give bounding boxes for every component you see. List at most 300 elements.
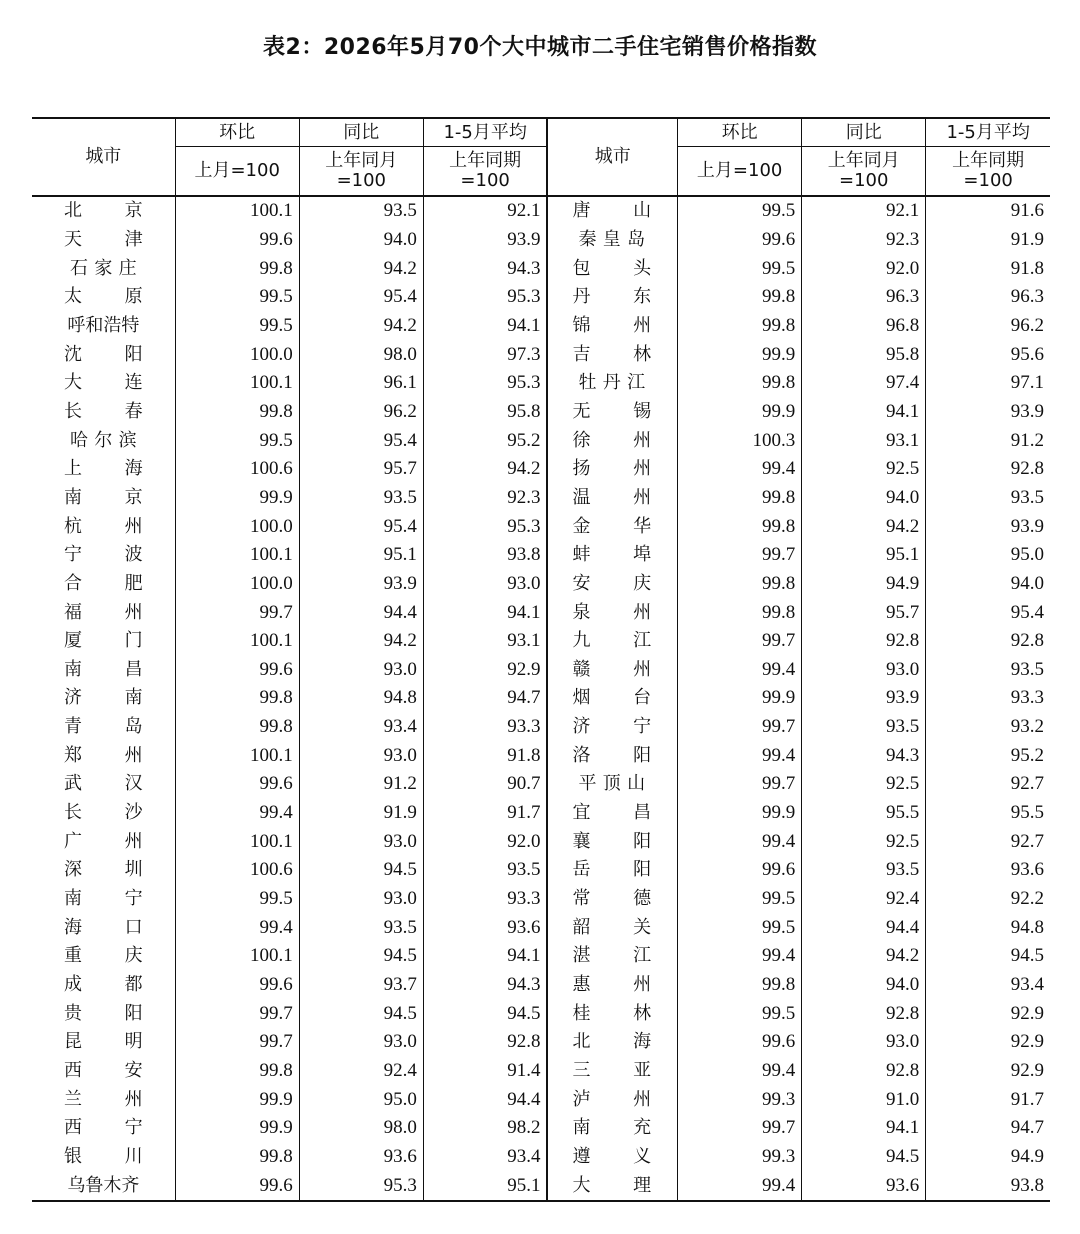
yoy-right-cell: 94.2 (802, 942, 926, 971)
city-name: 三 亚 (572, 1060, 652, 1082)
mom-left-cell: 99.8 (175, 398, 299, 427)
yoy-left-cell: 94.5 (299, 856, 423, 885)
yoy-left-cell: 96.1 (299, 369, 423, 398)
yoy-left-cell: 91.2 (299, 770, 423, 799)
table-row (32, 999, 1050, 1028)
table-row (32, 1114, 1050, 1143)
city-right-cell (547, 598, 677, 627)
avg-right-cell: 93.3 (926, 684, 1050, 713)
city-right-cell (547, 913, 677, 942)
city-name: 大 连 (64, 372, 143, 394)
mom-left-cell: 99.7 (175, 999, 299, 1028)
mom-right-cell: 99.4 (678, 455, 802, 484)
city-right-cell (547, 283, 677, 312)
avg-right-cell: 95.5 (926, 799, 1050, 828)
city-name: 南 京 (64, 486, 143, 508)
city-name: 杭 州 (64, 515, 143, 537)
table-row (32, 885, 1050, 914)
avg-left-cell: 95.2 (423, 426, 547, 455)
yoy-left-cell: 94.8 (299, 684, 423, 713)
avg-left-cell: 92.9 (423, 656, 547, 685)
yoy-left-cell: 95.4 (299, 426, 423, 455)
avg-right-cell: 94.5 (926, 942, 1050, 971)
city-left-cell (32, 1028, 175, 1057)
table-row (32, 455, 1050, 484)
city-right-cell (547, 799, 677, 828)
city-name: 西 安 (64, 1060, 143, 1082)
mom-left-cell: 99.6 (175, 971, 299, 1000)
table-row (32, 369, 1050, 398)
city-name: 呼 和 浩 特 (67, 314, 140, 336)
yoy-left-cell: 93.5 (299, 484, 423, 513)
avg-header-right: 1-5月平均 (926, 118, 1050, 147)
avg-left-cell: 94.4 (423, 1085, 547, 1114)
city-left-cell (32, 999, 175, 1028)
city-name: 无 锡 (572, 400, 652, 422)
city-left-cell (32, 942, 175, 971)
yoy-right-cell: 94.9 (802, 570, 926, 599)
table-row (32, 1057, 1050, 1086)
avg-right-cell: 94.0 (926, 570, 1050, 599)
avg-right-cell: 91.9 (926, 226, 1050, 255)
city-left-cell (32, 627, 175, 656)
yoy-right-cell: 92.5 (802, 827, 926, 856)
table-row (32, 942, 1050, 971)
yoy-right-cell: 92.1 (802, 196, 926, 226)
city-name: 广 州 (64, 830, 143, 852)
avg-right-cell: 96.2 (926, 312, 1050, 341)
avg-left-cell: 92.1 (423, 196, 547, 226)
avg-right-cell: 95.2 (926, 741, 1050, 770)
mom-right-cell: 99.8 (678, 512, 802, 541)
yoy-right-cell: 96.8 (802, 312, 926, 341)
mom-right-cell: 99.6 (678, 226, 802, 255)
yoy-left-cell: 94.2 (299, 312, 423, 341)
avg-right-cell: 94.7 (926, 1114, 1050, 1143)
mom-right-cell: 99.7 (678, 627, 802, 656)
yoy-left-cell: 95.4 (299, 512, 423, 541)
mom-left-cell: 99.8 (175, 1143, 299, 1172)
city-left-cell (32, 1171, 175, 1201)
city-name: 长 沙 (64, 802, 143, 824)
city-name: 成 都 (64, 974, 143, 996)
avg-right-cell: 94.8 (926, 913, 1050, 942)
yoy-right-cell: 93.0 (802, 656, 926, 685)
table-row (32, 656, 1050, 685)
city-name: 平 顶 山 (578, 773, 646, 795)
mom-right-cell: 99.5 (678, 913, 802, 942)
city-name: 青 岛 (64, 716, 143, 738)
yoy-left-cell: 94.5 (299, 999, 423, 1028)
city-left-cell (32, 656, 175, 685)
city-name: 天 津 (64, 228, 143, 250)
city-name: 济 宁 (572, 716, 652, 738)
mom-right-cell: 99.8 (678, 369, 802, 398)
city-name: 北 京 (64, 200, 143, 222)
city-name: 厦 门 (64, 630, 143, 652)
mom-left-cell: 99.5 (175, 426, 299, 455)
city-name: 岳 阳 (572, 859, 652, 881)
yoy-left-cell: 95.4 (299, 283, 423, 312)
city-name: 西 宁 (64, 1117, 143, 1139)
mom-left-cell: 100.1 (175, 541, 299, 570)
yoy-right-cell: 96.3 (802, 283, 926, 312)
mom-left-cell: 100.0 (175, 340, 299, 369)
yoy-left-cell: 98.0 (299, 340, 423, 369)
avg-left-cell: 93.0 (423, 570, 547, 599)
table-title: 表2：2026年5月70个大中城市二手住宅销售价格指数 (263, 35, 817, 60)
yoy-right-cell: 95.5 (802, 799, 926, 828)
city-name: 深 圳 (64, 859, 143, 881)
avg-left-cell: 94.2 (423, 455, 547, 484)
mom-right-cell: 99.3 (678, 1085, 802, 1114)
yoy-right-cell: 92.8 (802, 1057, 926, 1086)
mom-left-cell: 100.1 (175, 627, 299, 656)
mom-right-cell: 100.3 (678, 426, 802, 455)
table-row (32, 799, 1050, 828)
city-right-cell (547, 254, 677, 283)
city-name: 牡 丹 江 (578, 372, 646, 394)
yoy-left-cell: 95.7 (299, 455, 423, 484)
table-row (32, 283, 1050, 312)
yoy-left-cell: 94.4 (299, 598, 423, 627)
city-name: 湛 江 (572, 945, 652, 967)
mom-left-cell: 99.8 (175, 254, 299, 283)
city-left-cell (32, 1085, 175, 1114)
yoy-left-cell: 93.0 (299, 656, 423, 685)
city-name: 上 海 (64, 458, 143, 480)
mom-left-cell: 99.4 (175, 799, 299, 828)
city-right-cell (547, 484, 677, 513)
mom-left-cell: 99.5 (175, 885, 299, 914)
table-row (32, 856, 1050, 885)
avg-left-cell: 95.1 (423, 1171, 547, 1201)
city-right-cell (547, 1171, 677, 1201)
avg-right-cell: 97.1 (926, 369, 1050, 398)
table-row (32, 226, 1050, 255)
avg-right-cell: 92.7 (926, 770, 1050, 799)
yoy-left-cell: 98.0 (299, 1114, 423, 1143)
avg-left-cell: 94.5 (423, 999, 547, 1028)
avg-left-cell: 93.1 (423, 627, 547, 656)
mom-right-cell: 99.8 (678, 971, 802, 1000)
avg-left-cell: 94.1 (423, 942, 547, 971)
mom-left-cell: 99.9 (175, 1114, 299, 1143)
city-right-cell (547, 627, 677, 656)
yoy-right-cell: 92.5 (802, 770, 926, 799)
yoy-left-cell: 93.0 (299, 1028, 423, 1057)
table-row (32, 770, 1050, 799)
mom-header-left: 环比 (175, 118, 299, 147)
city-name: 兰 州 (64, 1088, 143, 1110)
avg-left-cell: 98.2 (423, 1114, 547, 1143)
city-name: 重 庆 (64, 945, 143, 967)
city-name: 洛 阳 (572, 744, 652, 766)
city-name: 合 肥 (64, 572, 143, 594)
city-right-cell (547, 999, 677, 1028)
mom-left-cell: 100.6 (175, 856, 299, 885)
avg-left-cell: 97.3 (423, 340, 547, 369)
yoy-left-cell: 95.3 (299, 1171, 423, 1201)
city-name: 秦 皇 岛 (578, 228, 646, 250)
avg-right-cell: 91.7 (926, 1085, 1050, 1114)
yoy-left-cell: 93.0 (299, 827, 423, 856)
avg-right-cell: 92.7 (926, 827, 1050, 856)
city-right-cell (547, 369, 677, 398)
table-row (32, 827, 1050, 856)
mom-left-cell: 99.5 (175, 283, 299, 312)
mom-right-cell: 99.6 (678, 1028, 802, 1057)
city-name: 丹 东 (572, 286, 652, 308)
mom-left-cell: 100.6 (175, 455, 299, 484)
table-row (32, 340, 1050, 369)
city-left-cell (32, 827, 175, 856)
city-right-cell (547, 741, 677, 770)
yoy-right-cell: 93.0 (802, 1028, 926, 1057)
yoy-left-cell: 93.0 (299, 741, 423, 770)
yoy-right-cell: 94.0 (802, 484, 926, 513)
mom-right-cell: 99.4 (678, 1057, 802, 1086)
yoy-right-cell: 93.6 (802, 1171, 926, 1201)
city-name: 赣 州 (572, 658, 652, 680)
city-right-cell (547, 1057, 677, 1086)
mom-left-cell: 99.7 (175, 598, 299, 627)
mom-left-cell: 100.0 (175, 570, 299, 599)
city-left-cell (32, 283, 175, 312)
city-right-cell (547, 971, 677, 1000)
yoy-left-cell: 94.5 (299, 942, 423, 971)
yoy-left-cell: 93.0 (299, 885, 423, 914)
avg-right-cell: 95.0 (926, 541, 1050, 570)
city-name: 济 南 (64, 687, 143, 709)
table-row (32, 512, 1050, 541)
avg-header-left: 1-5月平均 (423, 118, 547, 147)
yoy-right-cell: 92.4 (802, 885, 926, 914)
avg-base-left: 上年同期 =100 (423, 147, 547, 197)
city-left-cell (32, 570, 175, 599)
table-row (32, 741, 1050, 770)
avg-right-cell: 95.4 (926, 598, 1050, 627)
city-name: 郑 州 (64, 744, 143, 766)
mom-right-cell: 99.8 (678, 484, 802, 513)
city-header-left: 城市 (32, 118, 175, 196)
city-name: 哈 尔 滨 (70, 429, 137, 451)
yoy-right-cell: 94.1 (802, 398, 926, 427)
table-row (32, 971, 1050, 1000)
avg-left-cell: 93.9 (423, 226, 547, 255)
city-name: 大 理 (572, 1174, 652, 1196)
avg-right-cell: 96.3 (926, 283, 1050, 312)
mom-base-right: 上月=100 (678, 147, 802, 197)
mom-left-cell: 99.8 (175, 1057, 299, 1086)
city-name: 锦 州 (572, 314, 652, 336)
city-left-cell (32, 598, 175, 627)
city-right-cell (547, 827, 677, 856)
price-index-table (32, 117, 1050, 1202)
city-name: 泸 州 (572, 1088, 652, 1110)
city-name: 韶 关 (572, 916, 652, 938)
mom-left-cell: 99.6 (175, 770, 299, 799)
avg-right-cell: 93.5 (926, 656, 1050, 685)
yoy-base-right: 上年同月 =100 (802, 147, 926, 197)
avg-left-cell: 93.6 (423, 913, 547, 942)
city-left-cell (32, 1057, 175, 1086)
city-name: 桂 林 (572, 1002, 652, 1024)
avg-base-right: 上年同期 =100 (926, 147, 1050, 197)
yoy-right-cell: 92.0 (802, 254, 926, 283)
mom-right-cell: 99.3 (678, 1143, 802, 1172)
city-left-cell (32, 1143, 175, 1172)
city-right-cell (547, 512, 677, 541)
mom-left-cell: 99.6 (175, 656, 299, 685)
city-name: 石 家 庄 (70, 257, 137, 279)
mom-base-left: 上月=100 (175, 147, 299, 197)
city-name: 九 江 (572, 630, 652, 652)
city-left-cell (32, 369, 175, 398)
mom-left-cell: 100.1 (175, 369, 299, 398)
mom-left-cell: 99.7 (175, 1028, 299, 1057)
city-name: 徐 州 (572, 429, 652, 451)
mom-left-cell: 99.4 (175, 913, 299, 942)
yoy-left-cell: 95.1 (299, 541, 423, 570)
city-name: 常 德 (572, 888, 652, 910)
city-right-cell (547, 856, 677, 885)
yoy-left-cell: 93.7 (299, 971, 423, 1000)
yoy-left-cell: 93.4 (299, 713, 423, 742)
table-row (32, 627, 1050, 656)
yoy-left-cell: 94.0 (299, 226, 423, 255)
mom-right-cell: 99.7 (678, 770, 802, 799)
yoy-right-cell: 94.0 (802, 971, 926, 1000)
city-right-cell (547, 1143, 677, 1172)
avg-right-cell: 92.8 (926, 627, 1050, 656)
city-name: 乌 鲁 木 齐 (67, 1174, 140, 1196)
table-row (32, 1085, 1050, 1114)
mom-right-cell: 99.8 (678, 598, 802, 627)
yoy-right-cell: 93.5 (802, 856, 926, 885)
city-name: 宜 昌 (572, 802, 652, 824)
mom-left-cell: 100.1 (175, 942, 299, 971)
city-name: 南 宁 (64, 888, 143, 910)
table-row (32, 684, 1050, 713)
city-header-right: 城市 (547, 118, 677, 196)
yoy-left-cell: 92.4 (299, 1057, 423, 1086)
city-name: 襄 阳 (572, 830, 652, 852)
table-row (32, 713, 1050, 742)
city-right-cell (547, 455, 677, 484)
avg-left-cell: 93.3 (423, 713, 547, 742)
mom-left-cell: 100.1 (175, 196, 299, 226)
yoy-right-cell: 93.1 (802, 426, 926, 455)
city-name: 温 州 (572, 486, 652, 508)
yoy-right-cell: 97.4 (802, 369, 926, 398)
mom-left-cell: 100.1 (175, 741, 299, 770)
mom-left-cell: 100.1 (175, 827, 299, 856)
mom-right-cell: 99.9 (678, 398, 802, 427)
yoy-right-cell: 92.8 (802, 999, 926, 1028)
yoy-left-cell: 91.9 (299, 799, 423, 828)
table-row (32, 541, 1050, 570)
avg-right-cell: 92.2 (926, 885, 1050, 914)
mom-right-cell: 99.9 (678, 799, 802, 828)
city-left-cell (32, 426, 175, 455)
city-left-cell (32, 913, 175, 942)
mom-right-cell: 99.8 (678, 570, 802, 599)
yoy-left-cell: 93.5 (299, 196, 423, 226)
yoy-right-cell: 92.3 (802, 226, 926, 255)
yoy-header-left: 同比 (299, 118, 423, 147)
yoy-right-cell: 94.2 (802, 512, 926, 541)
yoy-right-cell: 93.5 (802, 713, 926, 742)
mom-right-cell: 99.4 (678, 656, 802, 685)
mom-left-cell: 99.5 (175, 312, 299, 341)
table-row (32, 312, 1050, 341)
avg-right-cell: 93.8 (926, 1171, 1050, 1201)
yoy-left-cell: 95.0 (299, 1085, 423, 1114)
mom-left-cell: 99.9 (175, 1085, 299, 1114)
mom-right-cell: 99.5 (678, 885, 802, 914)
city-left-cell (32, 713, 175, 742)
city-left-cell (32, 455, 175, 484)
yoy-left-cell: 93.6 (299, 1143, 423, 1172)
table-row (32, 570, 1050, 599)
mom-right-cell: 99.6 (678, 856, 802, 885)
avg-left-cell: 95.3 (423, 512, 547, 541)
mom-right-cell: 99.7 (678, 1114, 802, 1143)
city-right-cell (547, 226, 677, 255)
yoy-base-left: 上年同月 =100 (299, 147, 423, 197)
avg-right-cell: 93.5 (926, 484, 1050, 513)
city-name: 贵 阳 (64, 1002, 143, 1024)
city-left-cell (32, 741, 175, 770)
city-right-cell (547, 1085, 677, 1114)
avg-right-cell: 95.6 (926, 340, 1050, 369)
avg-right-cell: 93.6 (926, 856, 1050, 885)
table-row (32, 1143, 1050, 1172)
avg-left-cell: 95.3 (423, 283, 547, 312)
city-left-cell (32, 254, 175, 283)
city-left-cell (32, 226, 175, 255)
avg-right-cell: 92.9 (926, 1057, 1050, 1086)
table-row (32, 1171, 1050, 1201)
avg-right-cell: 91.6 (926, 196, 1050, 226)
yoy-left-cell: 94.2 (299, 627, 423, 656)
mom-left-cell: 99.8 (175, 713, 299, 742)
mom-right-cell: 99.7 (678, 541, 802, 570)
mom-right-cell: 99.4 (678, 827, 802, 856)
avg-right-cell: 93.2 (926, 713, 1050, 742)
table-row (32, 398, 1050, 427)
avg-left-cell: 92.8 (423, 1028, 547, 1057)
city-name: 海 口 (64, 916, 143, 938)
city-left-cell (32, 312, 175, 341)
city-left-cell (32, 885, 175, 914)
city-left-cell (32, 856, 175, 885)
avg-left-cell: 93.3 (423, 885, 547, 914)
avg-left-cell: 94.1 (423, 598, 547, 627)
city-name: 包 头 (572, 257, 652, 279)
mom-right-cell: 99.7 (678, 713, 802, 742)
table-row (32, 913, 1050, 942)
city-name: 沈 阳 (64, 343, 143, 365)
avg-right-cell: 92.9 (926, 1028, 1050, 1057)
avg-left-cell: 94.3 (423, 254, 547, 283)
mom-right-cell: 99.5 (678, 196, 802, 226)
table-row (32, 254, 1050, 283)
mom-left-cell: 99.9 (175, 484, 299, 513)
city-right-cell (547, 312, 677, 341)
city-right-cell (547, 770, 677, 799)
